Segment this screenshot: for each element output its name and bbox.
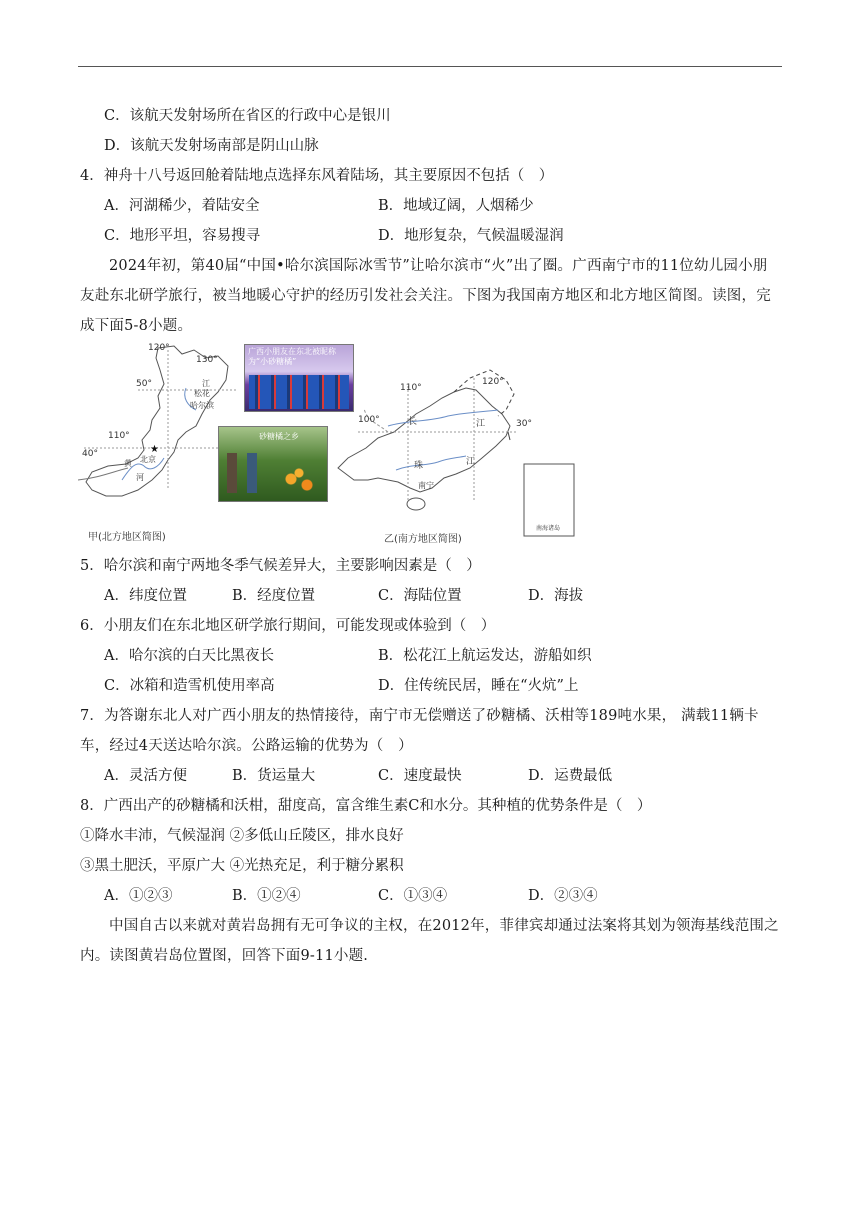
pearl-river: [396, 456, 466, 470]
label-jiang-north: 江: [202, 379, 210, 388]
q6-option-a: A．哈尔滨的白天比黑夜长: [104, 648, 274, 664]
label-120-north: 120°: [148, 343, 170, 353]
intro-5-8: 2024年初，第40届“中国•哈尔滨国际冰雪节”让哈尔滨市“火”出了圈。广西南宁市的11位幼儿园小朋友赴东北研学旅行，被当地暖心守护的经历引发社会关注。下图为我国南方地区和北方地区简图。读图，完成下面5-8小题。: [80, 258, 771, 334]
q6-option-c: C．冰箱和造雪机使用率高: [104, 678, 275, 694]
q6-option-d: D．住传统民居，睡在“火炕”上: [378, 678, 579, 694]
label-zhu: 珠: [414, 461, 424, 471]
label-jiang-pearl: 江: [466, 457, 476, 467]
intro-9-11: 中国自古以来就对黄岩岛拥有无可争议的主权，在2012年，菲律宾却通过法案将其划为领海基线范围之内。读图黄岩岛位置图，回答下面9-11小题.: [80, 918, 779, 964]
q7-option-c: C．速度最快: [378, 768, 462, 784]
label-beijing: 北京: [140, 455, 156, 464]
label-30-south: 30°: [516, 419, 532, 429]
hainan-island: [407, 498, 425, 510]
q8-option-d: D．②③④: [528, 888, 598, 904]
q5-option-d: D．海拔: [528, 588, 584, 604]
label-chang: 长: [408, 417, 418, 427]
question-7: 7．为答谢东北人对广西小朋友的热情接待，南宁市无偿赠送了砂糖橘、沃柑等189吨水果， 满载11辆卡车，经过4天送达哈尔滨。公路运输的优势为（ ）: [80, 708, 759, 754]
question-4: 4．神舟十八号返回舱着陆地点选择东风着陆场，其主要原因不包括（ ）: [80, 168, 554, 184]
q4-option-d: D．地形复杂，气候温暖湿润: [378, 228, 564, 244]
label-50-north: 50°: [136, 379, 152, 389]
header-rule: [78, 66, 782, 67]
q4-option-a: A．河湖稀少，着陆安全: [104, 198, 260, 214]
label-100-south: 100°: [358, 415, 380, 425]
q8-statements-2: ③黑土肥沃，平原广大 ④光热充足，利于糖分累积: [80, 858, 404, 874]
q7-option-b: B．货运量大: [232, 768, 316, 784]
q8-option-b: B．①②④: [232, 888, 301, 904]
q5-option-b: B．经度位置: [232, 588, 316, 604]
photo-orchard: [218, 426, 328, 502]
label-harbin: 哈尔滨: [190, 401, 214, 410]
q8-statements-1: ①降水丰沛，气候湿润 ②多低山丘陵区，排水良好: [80, 828, 404, 844]
q4-option-b: B．地域辽阔，人烟稀少: [378, 198, 534, 214]
label-songhua: 松花: [194, 389, 210, 398]
q5-option-c: C．海陆位置: [378, 588, 462, 604]
q7-option-d: D．运费最低: [528, 768, 613, 784]
south-map-caption: 乙(南方地区简图): [384, 534, 462, 545]
q8-option-c: C．①③④: [378, 888, 448, 904]
label-110-north: 110°: [108, 431, 130, 441]
beijing-star-icon: ★: [150, 444, 159, 455]
oranges-image: [279, 467, 319, 497]
question-6: 6．小朋友们在东北地区研学旅行期间，可能发现或体验到（ ）: [80, 618, 496, 634]
label-nanhai: 南海诸岛: [536, 525, 561, 532]
q6-option-b: B．松花江上航运发达，游船如织: [378, 648, 592, 664]
q5-option-a: A．纬度位置: [104, 588, 187, 604]
q3-option-d: D．该航天发射场南部是阴山山脉: [104, 138, 319, 154]
photo-kids-caption: 广西小朋友在东北被昵称为“小砂糖橘”: [248, 347, 336, 366]
map-svg: [78, 340, 782, 548]
label-nanning: 南宁: [418, 481, 434, 490]
label-40-north: 40°: [82, 449, 98, 459]
q4-option-c: C．地形平坦，容易搜寻: [104, 228, 261, 244]
farmers-image: [227, 453, 271, 493]
label-jiang-yangtze: 江: [476, 419, 486, 429]
photo-orchard-caption: 砂糖橘之乡: [259, 432, 299, 441]
label-110-south: 110°: [400, 383, 422, 393]
q3-option-c: C．该航天发射场所在省区的行政中心是银川: [104, 108, 391, 124]
q8-option-a: A．①②③: [104, 888, 173, 904]
label-he: 河: [136, 473, 144, 482]
label-130-north: 130°: [196, 355, 218, 365]
label-huang: 黄: [124, 459, 132, 468]
question-8: 8．广西出产的砂糖橘和沃柑，甜度高，富含维生素C和水分。其种植的优势条件是（ ）: [80, 798, 652, 814]
photo-kids: [244, 344, 354, 412]
kids-photo-image: [249, 375, 349, 409]
north-map-caption: 甲(北方地区简图): [88, 532, 166, 543]
label-120-south: 120°: [482, 377, 504, 387]
map-figure: [78, 340, 782, 548]
south-region-outline: [338, 388, 510, 492]
q7-option-a: A．灵活方便: [104, 768, 187, 784]
question-5: 5．哈尔滨和南宁两地冬季气候差异大，主要影响因素是（ ）: [80, 558, 481, 574]
